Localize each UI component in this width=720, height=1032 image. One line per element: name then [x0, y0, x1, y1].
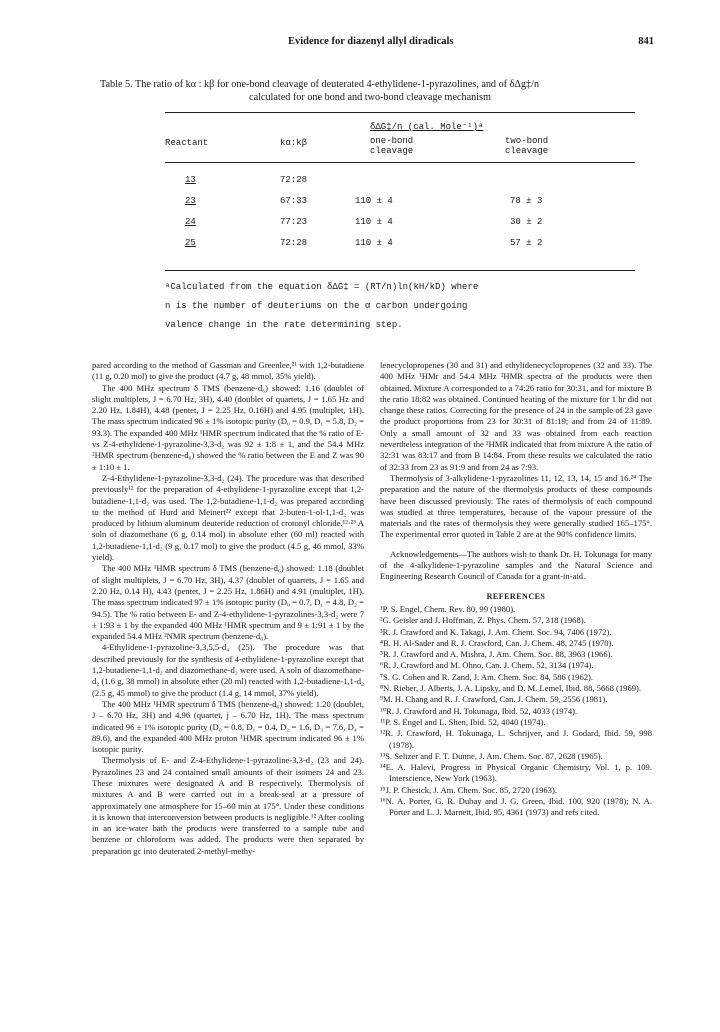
- table-footnote-1: ᵃCalculated from the equation δΔG‡ = (RT/n)ln(kH/kD) where: [165, 282, 479, 292]
- group-header: δΔG‡/n (cal. Mole⁻¹)ᵃ: [370, 122, 484, 132]
- table-top-rule: [165, 112, 635, 113]
- row-3-two-bond: 30 ± 2: [510, 217, 543, 227]
- row-2-one-bond: 110 ± 4: [355, 196, 393, 206]
- col-header-ratio: kα:kβ: [280, 138, 308, 148]
- reference-item: ⁶R. J. Crawford and M. Ohno, Can. J. Chem. 52, 3134 (1974).: [380, 660, 594, 671]
- caption-line-2: calculated for one bond and two-bond cleavage mechanism: [249, 92, 491, 103]
- col-header-two-bond-2: cleavage: [505, 146, 549, 156]
- left-paragraph: The 400 MHz ¹HMR spectrum δ TMS (benzene-d₆) showed: 1.18 (doublet of slight multiplets, J = 6.70 Hz, 3H), 4.37 (doublet of quartets, J = 1.65 and 2.20 Hz, 0.14 H), 4.43 (pentet, J = 2.25 Hz, 1.86H) and 4.91 (multiplet, 1H). The mass spectrum indicated 97 ± 1% isotopic purity (D₀ = 0.7, D₁ = 4.8, D₂ = 94.5). The % ratio between E- and Z-4-ethylidene-1-pyrazolines-3,3-d₂ were 7 ± 1:93 ± 1 by the expanded 400 MHz ¹HMR spectrum and 9 ± 1:91 ± 1 by the expanded 54.4 MHz ²NMR spectrum (benzene-d₆).: [92, 563, 364, 642]
- references-heading: REFERENCES: [486, 591, 546, 601]
- row-1-reactant: 13: [185, 175, 196, 185]
- col-header-one-bond-2: cleavage: [370, 146, 414, 156]
- left-paragraph: Z-4-Ethylidene-1-pyrazoline-3,3-d₂ (24). The procedure was that described previously¹² for the preparation of 4-ethylidene-1-pyrazoline except that 1,2-butadiene-1,1-d₂ was used. The 1,2-butadiene-1,1-d₂ was prepared according to the method of Hurd and Meinert²² except that 2-buten-1-ol-1,1-d₂ was produced by lithium aluminum deuteride reduction of crotonyl chloride.¹²·²³ A soln of diazomethane (6 g, 0.14 mol) in absolute ether (60 ml) reacted with 1,2-butadiene-1,1-d₂ (9 g, 0.17 mol) to give the product (4.5 g, 46 mmol, 33% yield).: [92, 472, 364, 563]
- right-column: [380, 360, 652, 819]
- right-paragraph: lenecyclopropenes (30 and 31) and ethylidenecyclopropenes (32 and 33). The 400 MHz ¹HMr and 54.4 MHz ²HMR spectra of the products were then obtained. Mixture A corresponded to a 74:26 ratio for 30:31, and for mixture B the ratio 18:82 was obtained. Continued heating of the mixture for 1 hr did not change these ratios. Correcting for the presence of 24 in the sample of 23 gave the product proportions from 23 for 30:31 of 81:19; and from 24 of 11:89. Only a small amount of 32 and 33 was obtained from each reaction nevertheless integration of the ²HMR indicated that from mixture A the ratio of 32:31 was 83:17 and from B 14:84. From these results we calculated the ratio of 32:33 from 23 as 91:9 and from 24 as 7:93.: [380, 360, 652, 472]
- caption-line-1: Table 5. The ratio of kα : kβ for one-bond cleavage of deuterated 4-ethylidene-1-pyrazolines, and of δΔg‡/n: [100, 79, 540, 90]
- table-footnote-3: valence change in the rate determining step.: [165, 320, 403, 330]
- row-3-reactant: 24: [185, 217, 196, 227]
- table-caption: [100, 78, 640, 104]
- reference-item: ¹²R. J. Crawford, H. Tokunaga, L. Schrijver, and J. Godard, Ibid. 59, 998 (1978).: [380, 728, 652, 750]
- left-paragraph: The 400 MHz ¹HMR spectrum δ TMS (benzene-d₆) showed: 1.20 (doublet, J – 6.70 Hz, 3H) and 4.96 (quartet, j – 6.70 Hz, 1H). The mass spectrum indicated 96 ± 1% isotopic purity (D₀ = 0.8, D₁ = 0.4, D₂ = 1.6, D₃ = 7.6, D₄ = 89.6), and the expanded 400 MHz proton ¹HMR spectrum indicated 96 ± 1% isotopic purity.: [92, 698, 364, 755]
- right-paragraph: Thermolysis of 3-alkylidene-1-pyrazolines 11, 12, 13, 14, 15 and 16.²⁴ The preparation and the nature of the thermolysis products of these compounds have been discussed previously. The rates of thermolysis of each compound was studied at three temperatures, because of the vapour pressure of the materials and the rates of thermolysis they were generally studied 165–175°. The experimental error quoted in Table 2 are at the 90% confidence limits.: [380, 472, 652, 540]
- reference-item: ¹⁵J. P. Chesick, J. Am. Chem. Soc. 85, 2720 (1963).: [380, 784, 557, 795]
- row-4-one-bond: 110 ± 4: [355, 238, 393, 248]
- table-header-rule: [165, 162, 635, 163]
- row-1-ratio: 72:28: [280, 175, 308, 185]
- table-footnote-2: n is the number of deuteriums on the α carbon undergoing: [165, 301, 468, 311]
- row-3-one-bond: 110 ± 4: [355, 217, 393, 227]
- page-number: 841: [638, 36, 654, 47]
- row-2-two-bond: 78 ± 3: [510, 196, 543, 206]
- reference-item: ⁵R. J. Crawford and A. Mishra, J. Am. Chem. Soc. 88, 3963 (1966).: [380, 649, 613, 660]
- running-head: [0, 36, 720, 52]
- row-2-reactant: 23: [185, 196, 196, 206]
- reference-item: ¹⁶N. A. Porter, G. R. Dubay and J. G. Green, Ibid. 100, 920 (1978); N. A. Porter and L. J. Marnett, Ibid. 95, 4361 (1973) and refs cited.: [380, 795, 652, 818]
- reference-item: ⁴B. H. Al-Sader and R. J. Crawford, Can. J. Chem. 48, 2745 (1970).: [380, 637, 614, 648]
- reference-item: ⁷S. G. Cohen and R. Zand, J. Am. Chem. Soc. 84, 586 (1962).: [380, 671, 594, 682]
- reference-item: ¹P. S. Engel, Chem. Rev. 80, 99 (1980).: [380, 603, 516, 614]
- running-title: Evidence for diazenyl allyl diradicals: [288, 36, 454, 47]
- table-bottom-rule: [165, 270, 635, 271]
- reference-item: ¹⁰R. J. Crawford and H. Tokunaga, Ibid. 52, 4033 (1974).: [380, 705, 578, 716]
- left-paragraph: Thermolysis of E- and Z-4-Ethylidene-1-pyrazoline-3,3-d₂ (23 and 24). Pyrazolines 23 and 24 contained small amounts of their isomers 24 and 23. These mixtures were designated A and B respectively. Thermolysis of mixtures A and B were carried out in a break-seal at a pressure of approximately one atmosphere for 15–60 min at 175°. Under these conditions it is known that interconversion between products is negligible.¹² After cooling in an ice-water bath the products were transferred to a sample tube and benzene or chloroform was added. The products were then separated by preparation gc into deuterated 2-methyl-methy-: [92, 755, 364, 856]
- reference-item: ²G. Geisler and J. Hoffman, Z. Phys. Chem. 57, 318 (1968).: [380, 615, 586, 626]
- col-header-one-bond: one-bond: [370, 136, 414, 146]
- reference-item: ⁸N. Rieber, J. Alberts, J. A. Lipsky, and D. M. Lemel, Ibid. 88, 5668 (1969).: [380, 683, 642, 694]
- acknowledgements: Acknowledgements—The authors wish to thank Dr. H. Tokunaga for many of the 4-alkylidene-1-pyrazoline samples and the Natural Science and Engineering Research Council of Canada for a grant-in-aid.: [380, 548, 652, 582]
- reference-item: ¹⁴E. A. Halevi, Progress in Physical Organic Chemistry, Vol. 1, p. 109. Interscience, New York (1963).: [380, 762, 652, 784]
- reference-item: ⁹M. H. Chang and R. J. Crawford, Can. J. Chem. 59, 2556 (1981).: [380, 694, 608, 705]
- left-column: [92, 360, 364, 857]
- col-header-reactant: Reactant: [165, 138, 209, 148]
- col-header-two-bond: two-bond: [505, 136, 549, 146]
- reference-item: ³R. J. Crawford and K. Takagi, J. Am. Chem. Soc. 94, 7406 (1972).: [380, 626, 612, 637]
- left-paragraph: pared according to the method of Gassman and Greenlee,²¹ with 1,2-butadiene (11 g, 0.20 mol) to give the product (4.7 g, 48 mmol, 35% yield).: [92, 360, 364, 382]
- reference-item: ¹³S. Seltzer and F. T. Dunne, J. Am. Chem. Soc. 87, 2628 (1965).: [380, 750, 603, 761]
- left-paragraph: 4-Ethylidene-1-pyrazoline-3,3,5,5-d₄ (25). The procedure was that described previously for the synthesis of 4-ethylidene-1-pyrazoline except that 1,2-butadiene-1,1-d₂ and diazomethane-d₂ were used. A soln of diazomethane-d₂ (1.6 g, 38 mmol) in absolute ether (20 ml) reacted with 1,2-butadiene-1,1-d₂ (2.5 g, 45 mmol) to give the product (1.4 g, 14 mmol, 37% yield).: [92, 642, 364, 698]
- reference-item: ¹¹P. S. Engel and L. Shen, Ibid. 52, 4040 (1974).: [380, 716, 546, 727]
- row-4-reactant: 25: [185, 238, 196, 248]
- left-paragraph: The 400 MHz spectrum δ TMS (benzene-d₆) showed: 1.16 (doublet of slight multiplets, J = 6.70 Hz, 3H), 4.40 (doublet of quartets, J = 1.65 Hz and 2.20 Hz, 1.84H), 4.48 (pentet, J = 2.25 Hz, 0.16H) and 4.95 (multiplet, 1H). The mass spectrum indicated 96 ± 1% isotopic purity (D₀ = 0.9, D₁ = 5.8, D₂ = 93.3). The expanded 400 MHz ¹HMR spectrum indicated that the % ratio of E- vs Z-4-ethylidene-1-pyrazoline-3,3-d₂ was 92 ± 1:8 ± 1, and the 54.4 MHz ²HMR spectrum (benzene-d₆) showed the % ratio between the E and Z was 90 ± 1:10 ± 1.: [92, 382, 364, 472]
- row-4-two-bond: 57 ± 2: [510, 238, 543, 248]
- row-3-ratio: 77:23: [280, 217, 308, 227]
- row-4-ratio: 72:28: [280, 238, 308, 248]
- row-2-ratio: 67:33: [280, 196, 308, 206]
